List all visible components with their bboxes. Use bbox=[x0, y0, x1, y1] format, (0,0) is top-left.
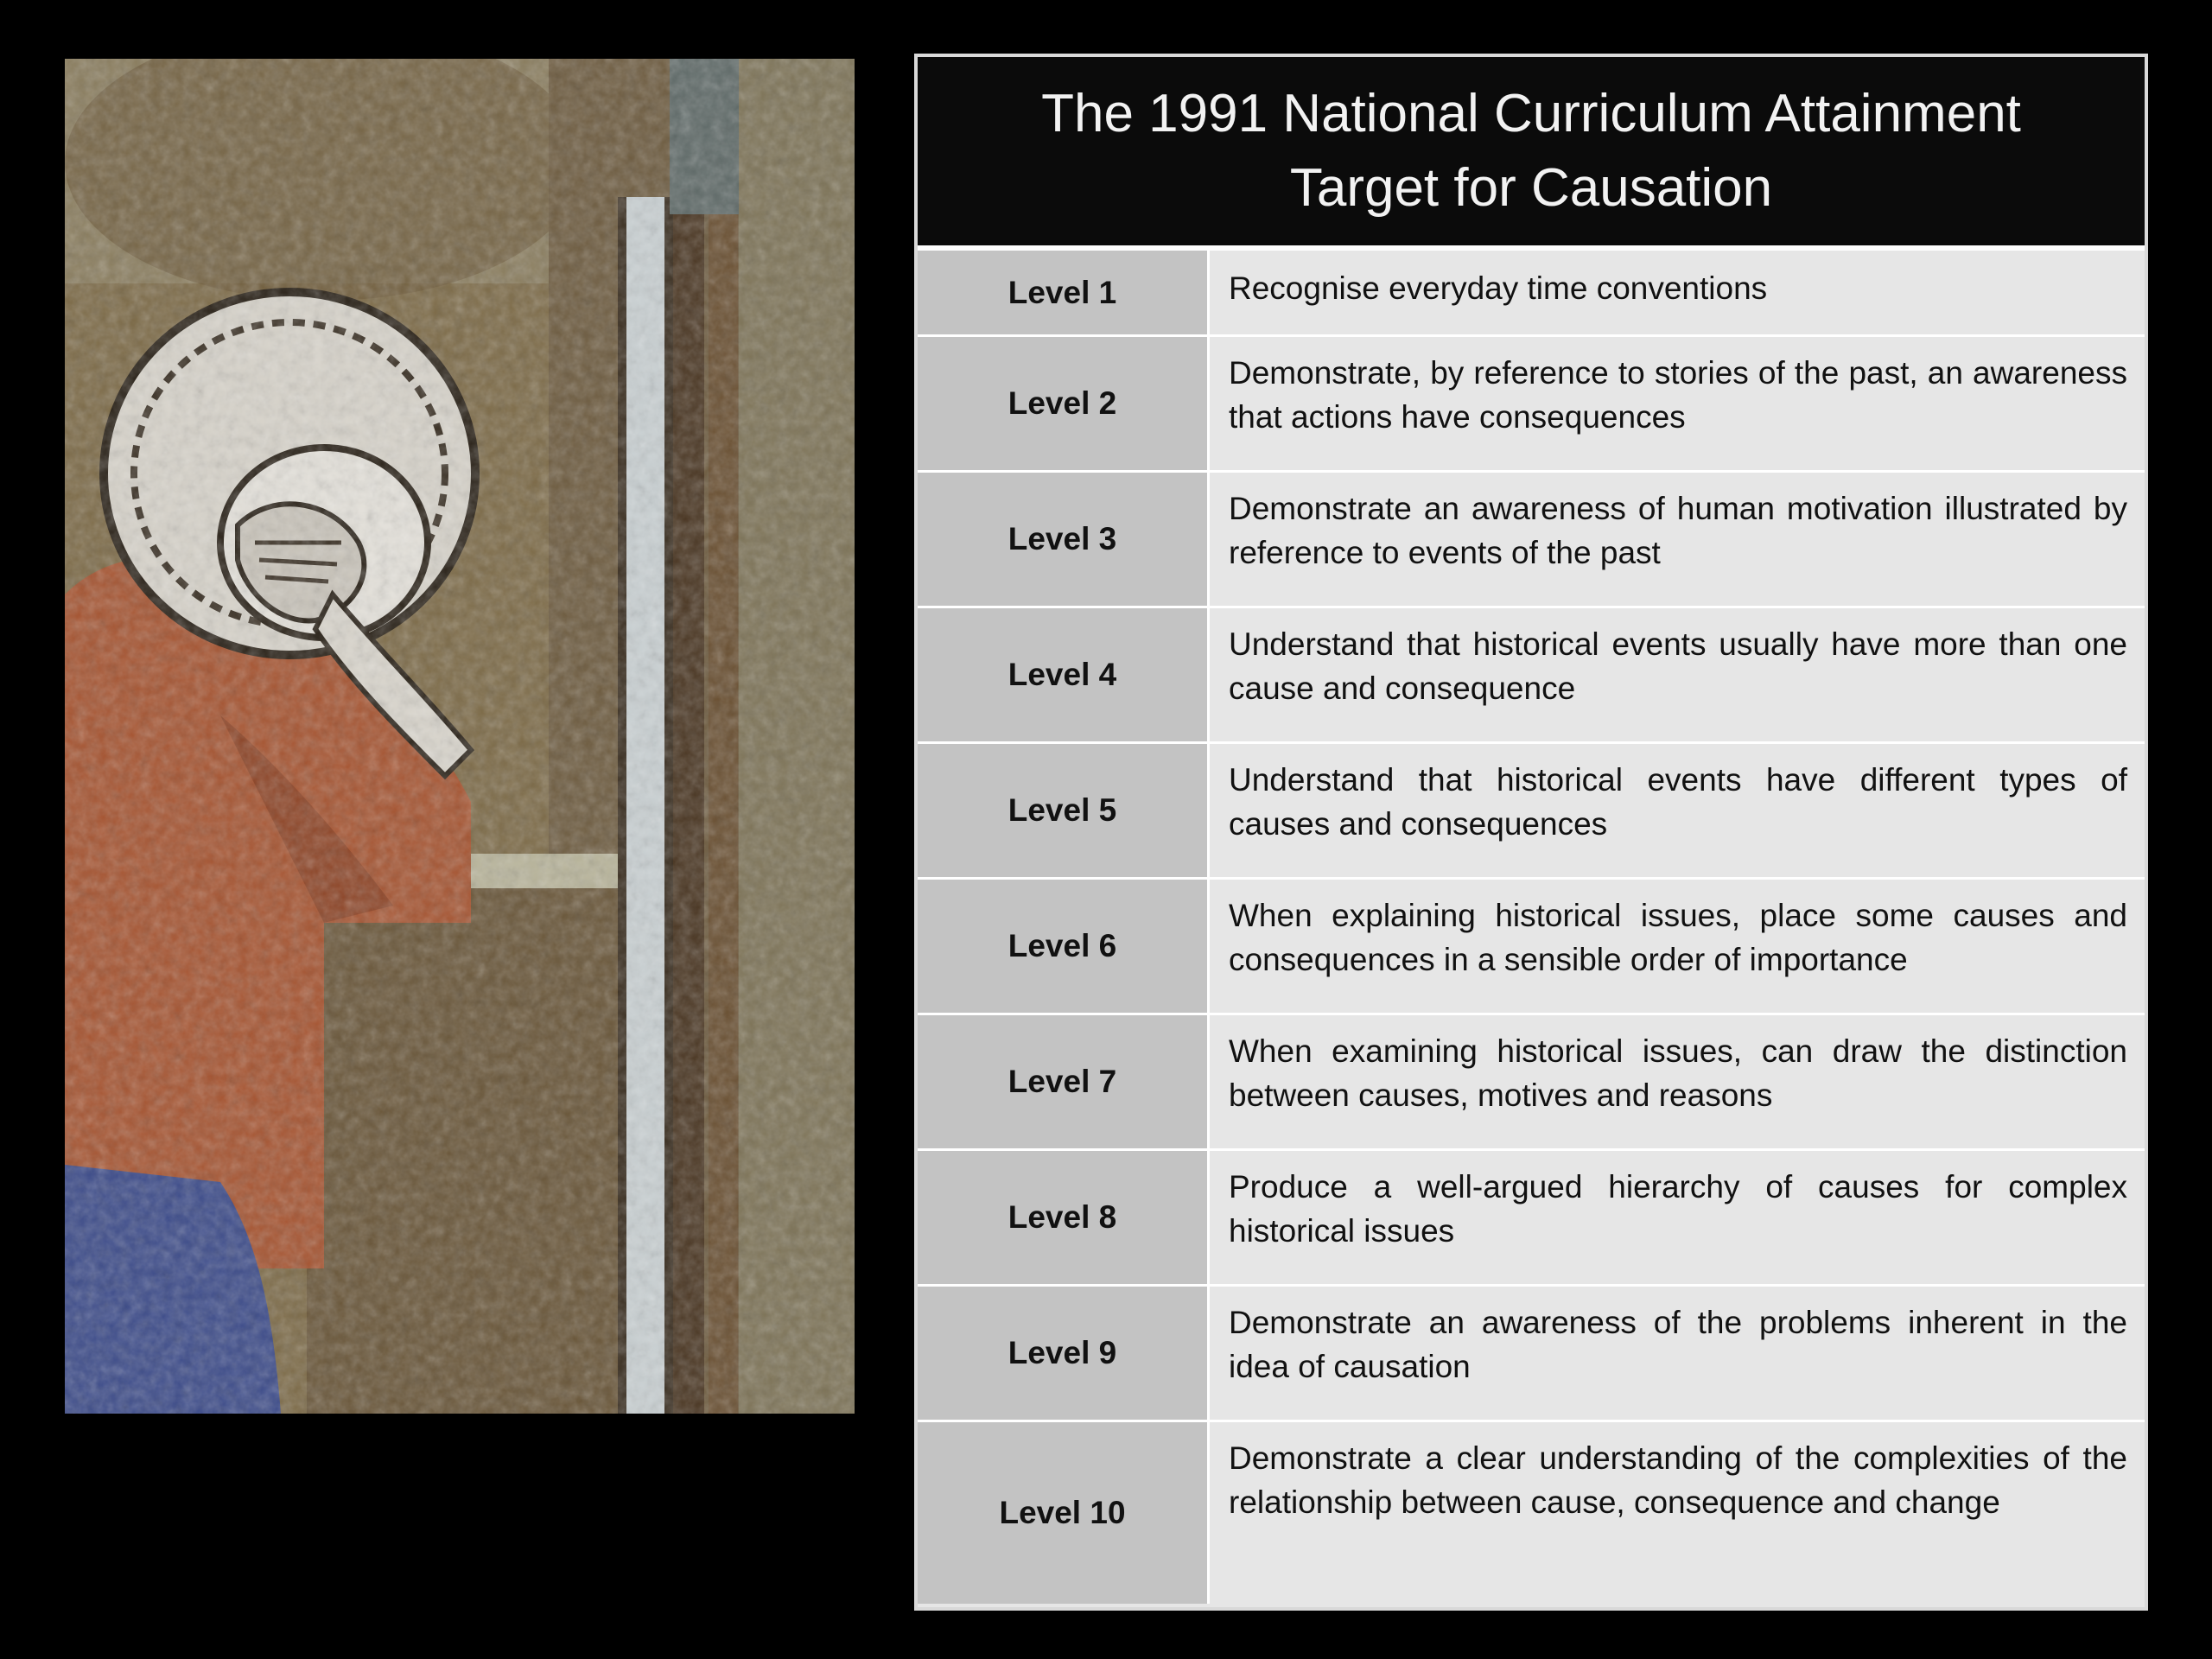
attainment-target-table bbox=[914, 54, 2148, 1611]
table-row bbox=[918, 880, 2145, 1015]
level-label: Level 1 bbox=[918, 251, 1210, 334]
level-description: Demonstrate an awareness of the problems inherent in the idea of causation bbox=[1210, 1287, 2145, 1420]
table-row bbox=[918, 337, 2145, 473]
table-row bbox=[918, 1422, 2145, 1604]
level-label: Level 6 bbox=[918, 880, 1210, 1013]
level-description: Demonstrate a clear understanding of the complexities of the relationship between cause, consequence and change bbox=[1210, 1422, 2145, 1604]
table-row bbox=[918, 251, 2145, 337]
table-row bbox=[918, 1151, 2145, 1287]
table-row bbox=[918, 473, 2145, 608]
level-description: Demonstrate, by reference to stories of the past, an awareness that actions have consequences bbox=[1210, 337, 2145, 470]
level-label: Level 3 bbox=[918, 473, 1210, 606]
level-label: Level 8 bbox=[918, 1151, 1210, 1284]
level-label: Level 10 bbox=[918, 1422, 1210, 1604]
level-description: When examining historical issues, can draw the distinction between causes, motives and reasons bbox=[1210, 1015, 2145, 1148]
level-description: Demonstrate an awareness of human motivation illustrated by reference to events of the past bbox=[1210, 473, 2145, 606]
level-label: Level 2 bbox=[918, 337, 1210, 470]
table-row bbox=[918, 1015, 2145, 1151]
level-description: Produce a well-argued hierarchy of causes for complex historical issues bbox=[1210, 1151, 2145, 1284]
level-label: Level 4 bbox=[918, 608, 1210, 741]
level-label: Level 7 bbox=[918, 1015, 1210, 1148]
manuscript-figure-illustration bbox=[65, 59, 855, 1414]
level-description: Recognise everyday time conventions bbox=[1210, 251, 2145, 334]
level-label: Level 9 bbox=[918, 1287, 1210, 1420]
table-title-cell bbox=[918, 57, 2145, 251]
table-body bbox=[918, 251, 2145, 1604]
table-row bbox=[918, 608, 2145, 744]
level-description: When explaining historical issues, place some causes and consequences in a sensible order of importance bbox=[1210, 880, 2145, 1013]
level-description: Understand that historical events have different types of causes and consequences bbox=[1210, 744, 2145, 877]
table-row bbox=[918, 1287, 2145, 1422]
table-row bbox=[918, 744, 2145, 880]
table-title: The 1991 National Curriculum Attainment Target for Causation bbox=[1041, 84, 2021, 218]
level-description: Understand that historical events usually have more than one cause and consequence bbox=[1210, 608, 2145, 741]
level-label: Level 5 bbox=[918, 744, 1210, 877]
medieval-artwork-image bbox=[65, 59, 855, 1414]
